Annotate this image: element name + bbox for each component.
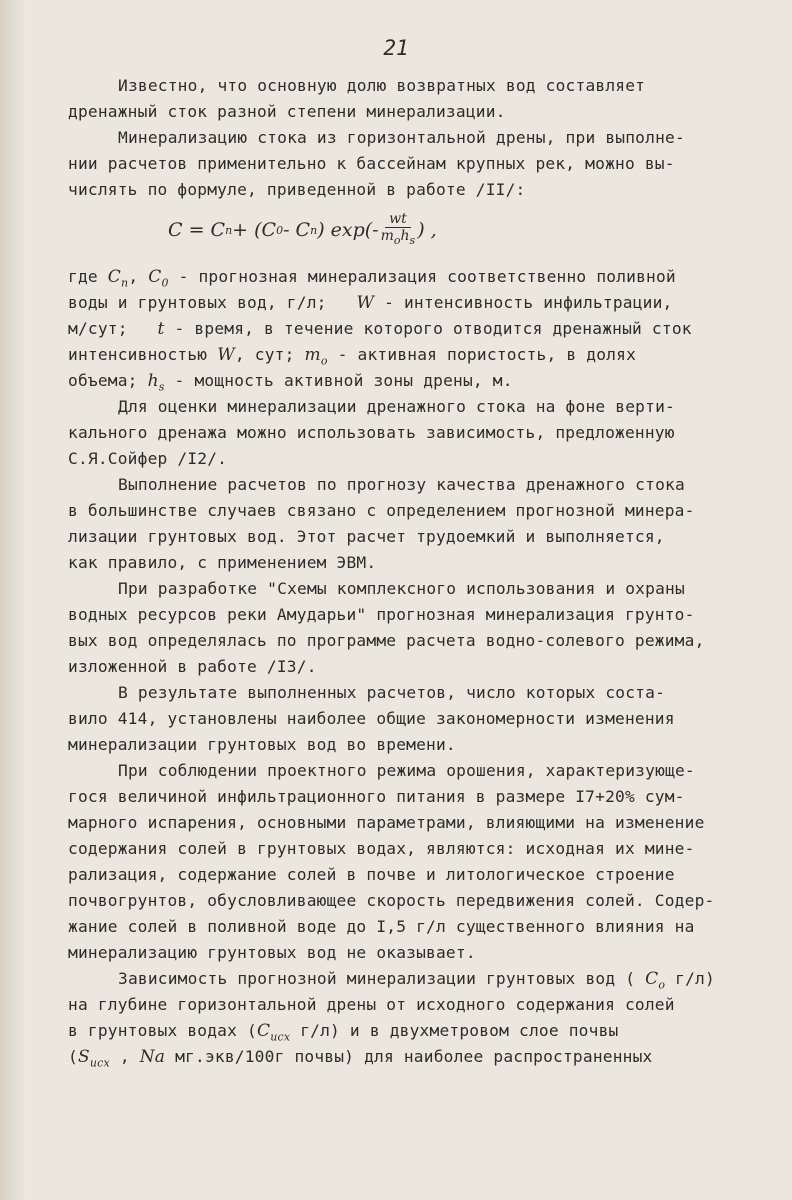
text-line: числять по формуле, приведенной в работе /II/: xyxy=(68,180,526,199)
text-line: Выполнение расчетов по прогнозу качества дренажного стока xyxy=(118,475,685,494)
formula-tail: ) , xyxy=(417,219,437,241)
text-line: в большинстве случаев связано с определением прогнозной минера- xyxy=(68,501,695,520)
formula-lhs-sub: n xyxy=(225,223,233,237)
text-line: гося величиной инфильтрационного питания в размере I7+20% сум- xyxy=(68,787,685,806)
formula-sub: 0 xyxy=(276,223,284,237)
symbol-sisx: $S_{исх}$ xyxy=(77,1047,110,1070)
page-number: 21 xyxy=(383,36,409,60)
text-line: Минерализацию стока из горизонтальной дрены, при выполне- xyxy=(118,128,685,147)
symbol-co: $C_0$ xyxy=(148,267,169,290)
text-line: При соблюдении проектного режима орошения, характеризующе- xyxy=(118,761,695,780)
text-line: изложенной в работе /I3/. xyxy=(68,657,317,676)
text-line: водных ресурсов реки Амударьи" прогнозная минерализация грунто- xyxy=(68,605,695,624)
formula-part: + (C xyxy=(232,219,277,241)
symbol-cn: $C_n$ xyxy=(107,267,129,290)
text-line: интенсивностью W, сут; $m_o$ - активная пористость, в долях xyxy=(68,345,637,368)
symbol-w: W xyxy=(356,293,375,313)
text-line: минерализации грунтовых вод во времени. xyxy=(68,735,456,754)
text-line: содержания солей в грунтовых водах, являются: исходная их мине- xyxy=(68,839,695,858)
text-line: лизации грунтовых вод. Этот расчет трудоемкий и выполняется, xyxy=(68,527,665,546)
symbol-w: W xyxy=(217,345,235,365)
text-line: минерализацию грунтовых вод не оказывает. xyxy=(68,943,476,962)
formula-part: ) exp(- xyxy=(317,219,379,241)
text-line: дренажный сток разной степени минерализации. xyxy=(68,102,506,121)
formula-lhs: C = C xyxy=(168,219,226,241)
text-line: В результате выполненных расчетов, число которых соста- xyxy=(118,683,666,702)
text-line: С.Я.Сойфер /I2/. xyxy=(68,449,228,468)
symbol-cisx: $C_{исх}$ xyxy=(256,1021,291,1044)
text-line: Известно, что основную долю возвратных вод составляет xyxy=(118,76,646,95)
text-line: где $C_n$, $C_0$ - прогнозная минерализация соответственно поливной xyxy=(68,267,676,290)
text-line: вило 414, установлены наиболее общие закономерности изменения xyxy=(68,709,675,728)
text-line: в грунтовых водах ($C_{исх}$ г/л) и в двухметровом слое почвы xyxy=(68,1021,619,1044)
text-line: воды и грунтовых вод, г/л; W - интенсивность инфильтрации, xyxy=(68,293,673,313)
text-line: При разработке "Схемы комплексного использования и охраны xyxy=(118,579,685,598)
text-line: рализация, содержание солей в почве и литологическое строение xyxy=(68,865,675,884)
formula-fraction xyxy=(381,211,416,249)
text-line: почвогрунтов, обусловливающее скорость передвижения солей. Содер- xyxy=(68,891,715,910)
text-line: нии расчетов применительно к бассейнам крупных рек, можно вы- xyxy=(68,154,675,173)
symbol-t: t xyxy=(157,319,165,339)
symbol-co2: $C_o$ xyxy=(645,969,666,992)
text-line: на глубине горизонтальной дрены от исходного содержания солей xyxy=(68,995,675,1014)
text-line: объема; $h_s$ - мощность активной зоны дрены, м. xyxy=(68,371,513,394)
symbol-na: Na xyxy=(139,1047,166,1067)
symbol-hs: $h_s$ xyxy=(147,371,165,394)
symbol-mo: $m_o$ xyxy=(304,345,328,368)
text-line: ($S_{исх}$ , Na мг.экв/100г почвы) для наиболее распространенных xyxy=(68,1047,653,1070)
text-line: кального дренажа можно использовать зависимость, предложенную xyxy=(68,423,675,442)
formula-part: - C xyxy=(283,219,311,241)
fraction-denominator: $m_oh_s$ xyxy=(380,228,416,247)
text-line: марного испарения, основными параметрами, влияющими на изменение xyxy=(68,813,705,832)
text-line: вых вод определялась по программе расчета водно-солевого режима, xyxy=(68,631,705,650)
text-line: жание солей в поливной воде до I,5 г/л существенного влияния на xyxy=(68,917,695,936)
text-line: как правило, с применением ЭВМ. xyxy=(68,553,377,572)
text-line: м/сут; t - время, в течение которого отводится дренажный сток xyxy=(68,319,692,339)
formula xyxy=(168,207,437,253)
text-line: Зависимость прогнозной минерализации грунтовых вод ( $C_o$ г/л) xyxy=(118,969,715,992)
fraction-numerator: wt xyxy=(385,211,411,228)
text-line: Для оценки минерализации дренажного стока на фоне верти- xyxy=(118,397,675,416)
formula-sub: n xyxy=(310,223,318,237)
